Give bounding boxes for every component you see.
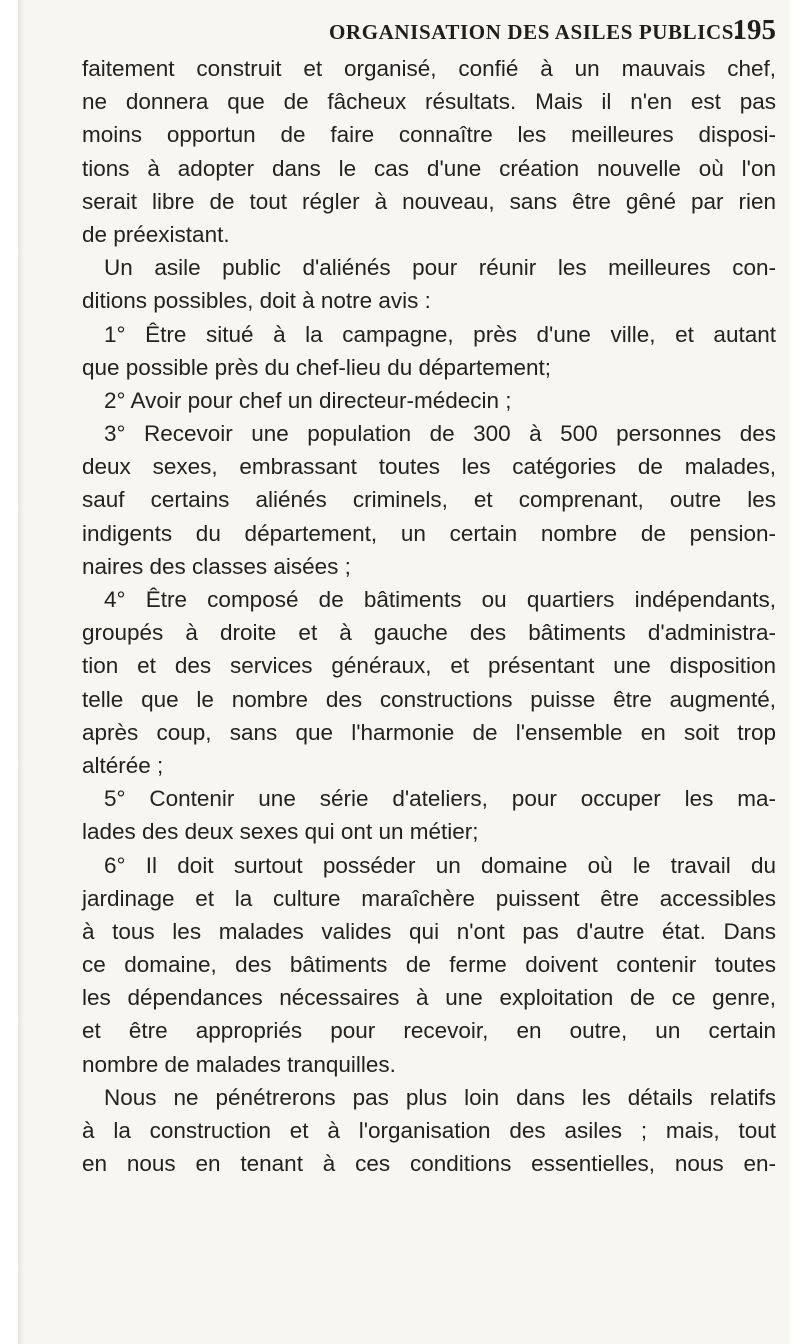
text-line: ditions possibles, doit à notre avis : bbox=[82, 288, 431, 314]
text-line: groupés à droite et à gauche des bâtiments d'administra- bbox=[82, 620, 776, 646]
text-line: 6° Il doit surtout posséder un domaine où le travail du bbox=[104, 852, 776, 878]
text-line: Un asile public d'aliénés pour réunir les meilleures con- bbox=[104, 255, 776, 281]
running-head bbox=[82, 12, 776, 52]
text-line: Nous ne pénétrerons pas plus loin dans les détails relatifs bbox=[104, 1084, 776, 1110]
text-line: les dépendances nécessaires à une exploitation de ce genre, bbox=[82, 985, 776, 1011]
text-line: et être appropriés pour recevoir, en outre, un certain bbox=[82, 1018, 776, 1044]
text-line: à tous les malades valides qui n'ont pas d'autre état. Dans bbox=[82, 918, 776, 944]
text-line: sauf certains aliénés criminels, et comprenant, outre les bbox=[82, 487, 776, 513]
text-line: telle que le nombre des constructions puisse être augmenté, bbox=[82, 686, 776, 712]
body-text bbox=[82, 52, 776, 1180]
text-line: tions à adopter dans le cas d'une création nouvelle où l'on bbox=[82, 155, 776, 181]
text-line: en nous en tenant à ces conditions essentielles, nous en- bbox=[82, 1151, 776, 1177]
text-line: que possible près du chef-lieu du département; bbox=[82, 354, 552, 380]
text-line: à la construction et à l'organisation des asiles ; mais, tout bbox=[82, 1118, 776, 1143]
running-title: ORGANISATION DES ASILES PUBLICS. bbox=[329, 20, 740, 44]
text-line: deux sexes, embrassant toutes les catégories de malades, bbox=[82, 454, 776, 480]
text-line: 3° Recevoir une population de 300 à 500 personnes des bbox=[104, 421, 776, 447]
text-line: altérée ; bbox=[82, 752, 164, 778]
text-line: 1° Être situé à la campagne, près d'une ville, et autant bbox=[104, 321, 776, 347]
page-number: 195 bbox=[732, 14, 776, 46]
book-page bbox=[18, 0, 790, 1344]
text-line: nombre de malades tranquilles. bbox=[82, 1051, 396, 1077]
text-line: faitement construit et organisé, confié à un mauvais chef, bbox=[82, 56, 776, 81]
text-line: ce domaine, des bâtiments de ferme doivent contenir toutes bbox=[82, 952, 776, 978]
text-line: 2° Avoir pour chef un directeur-médecin ; bbox=[104, 387, 512, 413]
text-line: jardinage et la culture maraîchère puissent être accessibles bbox=[82, 885, 776, 911]
text-line: de préexistant. bbox=[82, 221, 230, 247]
text-line: serait libre de tout régler à nouveau, sans être gêné par rien bbox=[82, 188, 776, 214]
text-line: tion et des services généraux, et présentant une disposition bbox=[82, 653, 776, 679]
text-line: ne donnera que de fâcheux résultats. Mais il n'en est pas bbox=[82, 89, 776, 115]
text-line: naires des classes aisées ; bbox=[82, 553, 351, 579]
text-line: moins opportun de faire connaître les meilleures disposi- bbox=[82, 122, 776, 148]
text-line: 4° Être composé de bâtiments ou quartiers indépendants, bbox=[104, 587, 776, 612]
text-line: 5° Contenir une série d'ateliers, pour occuper les ma- bbox=[104, 786, 776, 812]
text-line: après coup, sans que l'harmonie de l'ensemble en soit trop bbox=[82, 719, 776, 745]
text-line: indigents du département, un certain nombre de pension- bbox=[82, 520, 776, 546]
text-line: lades des deux sexes qui ont un métier; bbox=[82, 819, 479, 845]
